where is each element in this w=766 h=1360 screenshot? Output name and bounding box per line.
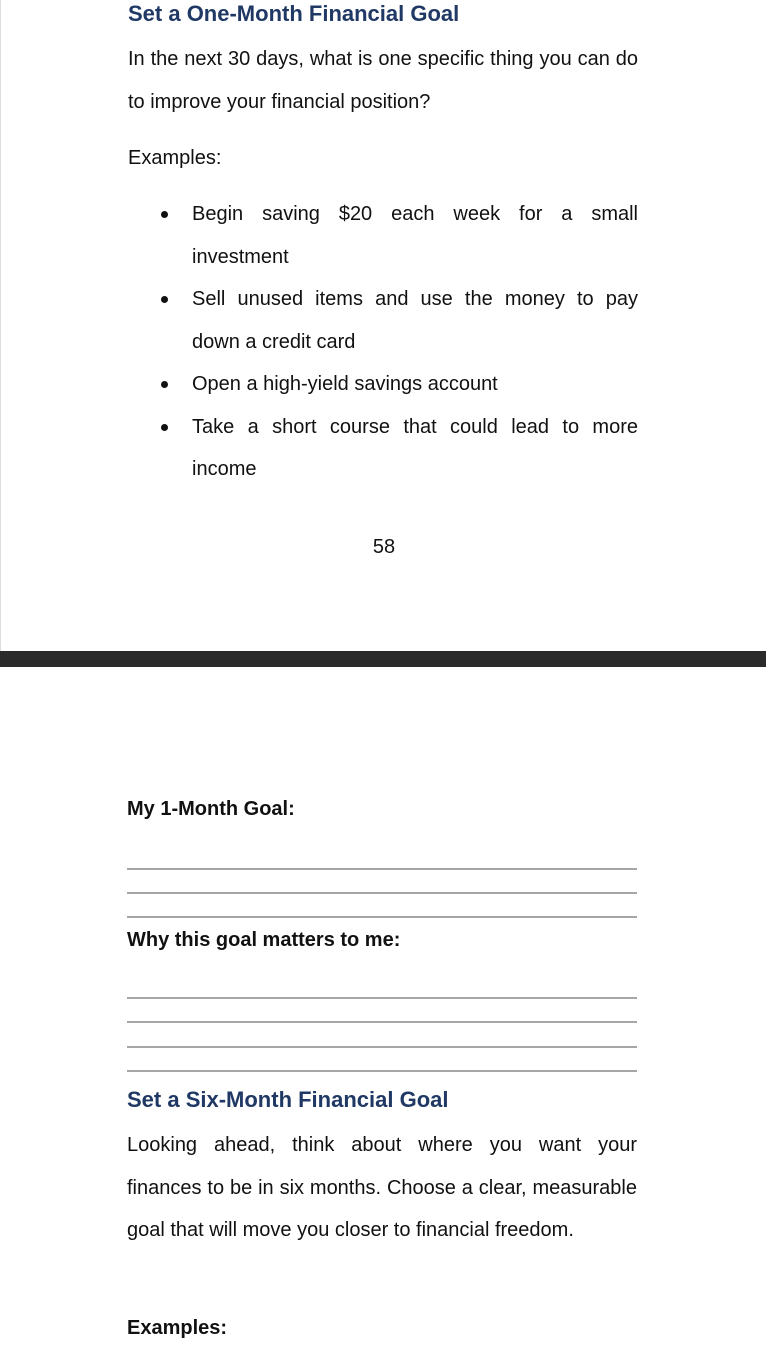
list-item: Take a short course that could lead to more income [192, 406, 638, 491]
list-item: Sell unused items and use the money to pay down a credit card [192, 278, 638, 363]
six-month-intro: Looking ahead, think about where you want your finances to be in six months. Choose a clear, measurable goal that will move you closer to financial freedom. [127, 1134, 637, 1241]
goal-write-line[interactable] [127, 892, 637, 894]
page-number: 58 [372, 536, 396, 558]
page-separator [0, 651, 766, 667]
why-write-line[interactable] [127, 997, 637, 999]
six-month-goal-heading: Set a Six-Month Financial Goal [127, 1087, 449, 1112]
one-month-goal-heading: Set a One-Month Financial Goal [128, 1, 460, 26]
one-month-goal-label: My 1-Month Goal: [127, 798, 295, 820]
why-write-line[interactable] [127, 1021, 637, 1023]
why-write-line[interactable] [127, 1046, 637, 1048]
goal-write-line[interactable] [127, 868, 637, 870]
why-goal-matters-label: Why this goal matters to me: [127, 929, 401, 951]
page-59 [0, 667, 766, 1360]
goal-write-line[interactable] [127, 916, 637, 918]
one-month-intro: In the next 30 days, what is one specific thing you can do to improve your financial position? [128, 48, 638, 113]
bullet-icon [161, 381, 168, 388]
list-item: Begin saving $20 each week for a small investment [192, 193, 638, 278]
why-write-line[interactable] [127, 1070, 637, 1072]
page-58 [0, 0, 766, 651]
examples-label: Examples: [128, 147, 222, 169]
bullet-icon [161, 211, 168, 218]
list-item: Open a high-yield savings account [192, 363, 638, 406]
examples-list [192, 193, 638, 491]
examples-label-2: Examples: [127, 1317, 228, 1339]
bullet-icon [161, 424, 168, 431]
bullet-icon [161, 296, 168, 303]
